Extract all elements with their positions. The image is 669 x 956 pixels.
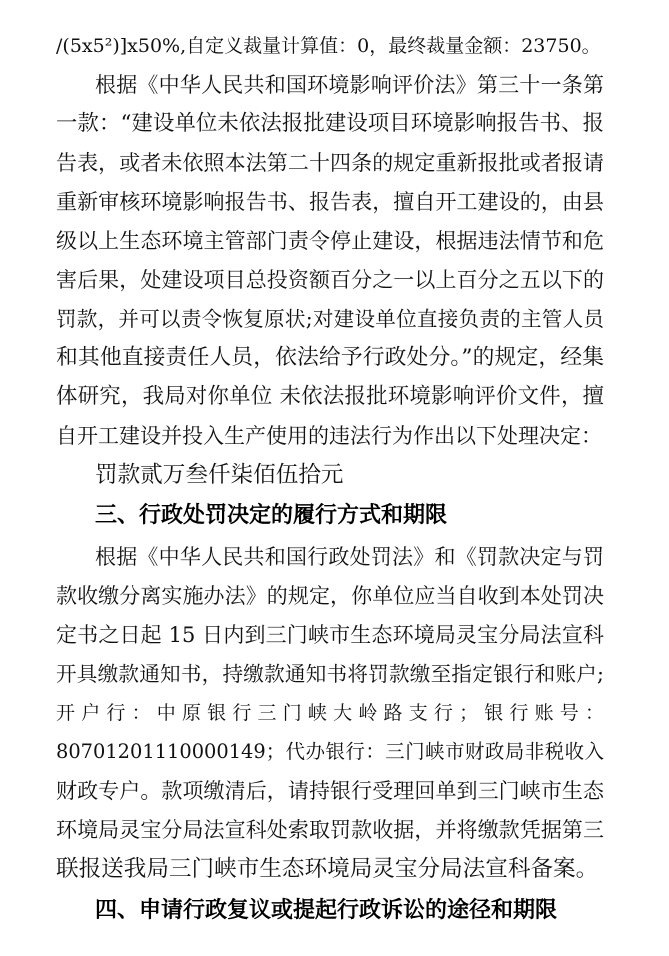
text-line-legal-basis-start: 根据《中华人民共和国环境影响评价法》第三十一条第 [95,73,604,97]
text-line: 一款：“建设单位未依法报批建设项目环境影响报告书、报 [56,111,604,136]
text-line-account-number: 80701201110000149；代办银行：三门峡市财政局非税收入 [56,740,604,763]
text-line: 联报送我局三门峡市生态环境局灵宝分局法宣科备案。 [56,856,599,882]
text-line: 级以上生态环境主管部门责令停止建设，根据违法情节和危 [56,229,604,253]
text-line: 罚款，并可以责令恢复原状;对建设单位直接负责的主管人员 [56,307,604,331]
text-line: 体研究，我局对你单位 未依法报批环境影响评价文件，擅 [56,384,604,409]
text-line: 和其他直接责任人员，依法给予行政处分。”的规定，经集 [56,345,604,370]
text-line: 重新审核环境影响报告书、报告表，擅自开工建设的，由县 [56,190,604,214]
text-line: 开具缴款通知书，持缴款通知书将罚款缴至指定银行和账户; [56,662,604,686]
text-line-bank-info: 开 户 行 ： 中 原 银 行 三 门 峡 大 岭 路 支 行 ； 银 行 账 号 ： [56,702,604,724]
text-line-amount-calculation: /(5x5²)]x50%,自定义裁量计算值：0，最终裁量金额：23750。 [56,35,601,57]
text-line: 害后果，处建设项目总投资额百分之一以上百分之五以下的 [56,268,604,292]
text-line: 财政专户。款项缴清后，请持银行受理回单到三门峡市生态 [56,779,604,803]
text-line-section3-start: 根据《中华人民共和国行政处罚法》和《罚款决定与罚 [95,545,604,569]
text-line: 定书之日起 15 日内到三门峡市生态环境局灵宝分局法宣科 [56,623,604,647]
penalty-amount-text: 罚款贰万叁仟柒佰伍拾元 [95,462,344,488]
section-heading-4: 四、申请行政复议或提起行政诉讼的途径和期限 [95,898,558,923]
text-line: 款收缴分离实施办法》的规定，你单位应当自收到本处罚决 [56,584,604,608]
text-line: 环境局灵宝分局法宣科处索取罚款收据，并将缴款凭据第三 [56,818,604,842]
text-line: 自开工建设并投入生产使用的违法行为作出以下处理决定： [56,424,602,448]
section-heading-3: 三、行政处罚决定的履行方式和期限 [95,503,448,528]
text-line: 告表，或者未依照本法第二十四条的规定重新报批或者报请 [56,151,604,175]
